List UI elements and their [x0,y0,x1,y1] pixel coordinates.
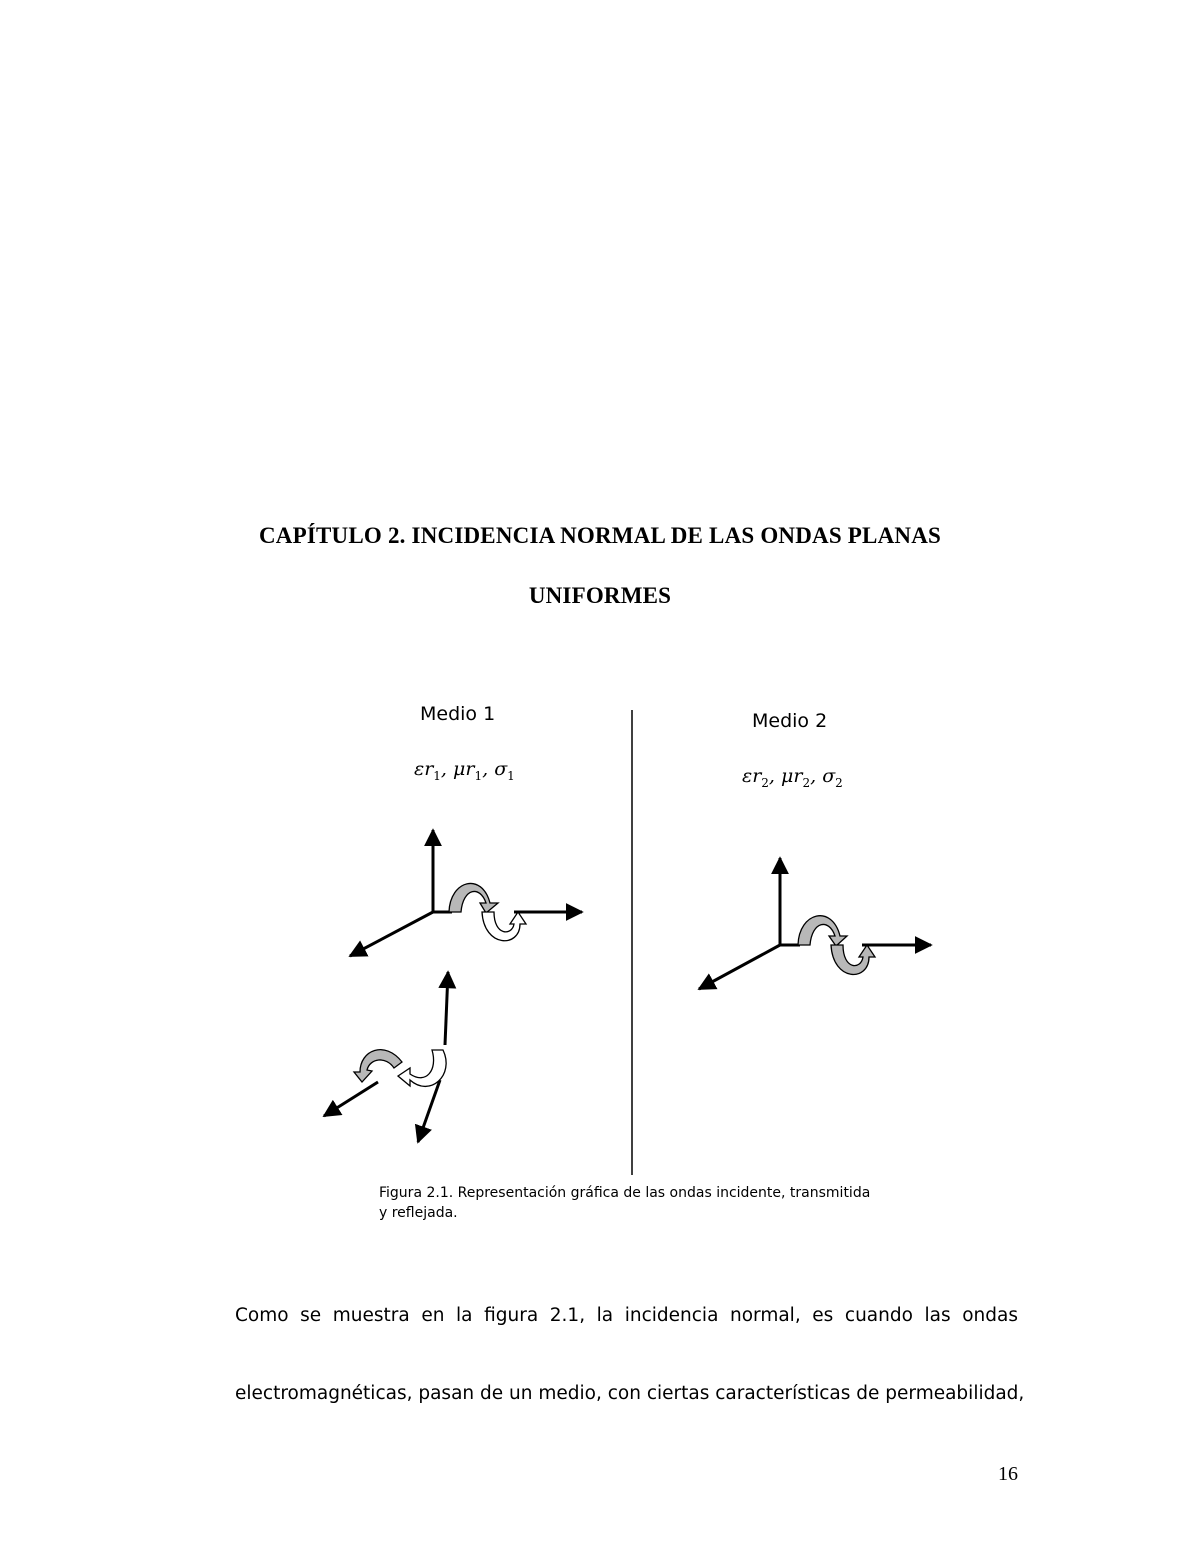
transmitted-depth-axis [699,945,780,989]
medium-2-permittivity: εr [742,765,762,787]
reflected-down-axis [418,1080,440,1142]
medium-2-label: Medio 2 [752,710,828,732]
figure-caption-line-1: Figura 2.1. Representación gráfica de las ondas incidente, transmitida [379,1185,871,1201]
transmitted-wave-crest [798,916,847,946]
reflected-wave [324,972,448,1142]
page-number: 16 [998,1463,1018,1485]
figure-caption [379,1183,939,1223]
incident-wave-trough [482,912,526,941]
transmitted-wave-trough [831,945,875,974]
medium-2-conductivity: σ [822,765,836,787]
chapter-title-line-1: CAPÍTULO 2. INCIDENCIA NORMAL DE LAS ONDAS PLANAS [259,523,941,548]
incident-wave [350,830,582,956]
transmitted-wave [699,858,931,989]
medium-1-conductivity: σ [494,758,508,780]
medium-1-permittivity: εr [414,758,434,780]
incident-depth-axis [350,912,433,956]
medium-1-parameters: $\varepsilon r_1$, $\mu r_1$, $\sigma_1$ [414,758,515,783]
incident-wave-crest [449,883,498,913]
body-text-line-1: Como se muestra en la figura 2.1, la incidencia normal, es cuando las ondas [235,1305,1018,1326]
body-text-line-2: electromagnéticas, pasan de un medio, con ciertas características de permeabilidad, [235,1383,1025,1404]
reflected-wave-trough [398,1050,446,1086]
medium-2-parameters: $\varepsilon r_2$, $\mu r_2$, $\sigma_2$ [742,765,843,790]
chapter-title-line-2: UNIFORMES [528,583,672,608]
medium-1-label: Medio 1 [420,703,496,725]
reflected-propagation-axis [324,1082,378,1116]
figure-caption-line-2: y reflejada. [379,1205,458,1221]
reflected-up-axis [445,972,448,1045]
reflected-wave-crest [354,1050,402,1082]
medium-2-permeability: μr [781,765,803,787]
medium-1-permeability: μr [453,758,475,780]
